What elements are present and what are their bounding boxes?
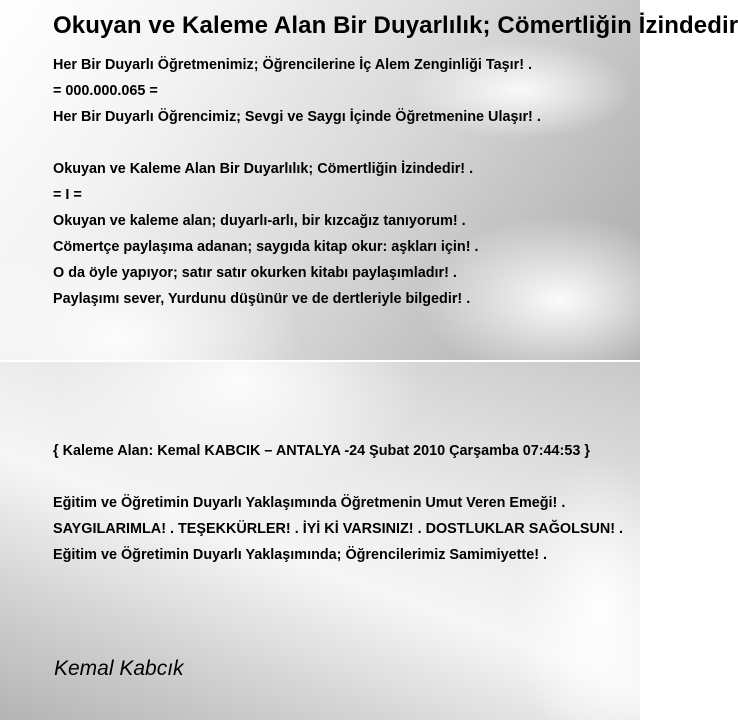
text-line: Eğitim ve Öğretimin Duyarlı Yaklaşımında; Öğrencilerimiz Samimiyette! . <box>53 547 547 563</box>
signature: Kemal Kabcık <box>54 657 184 680</box>
text-line: Okuyan ve kaleme alan; duyarlı-arlı, bir kızcağız tanıyorum! . <box>53 213 466 229</box>
text-line: Paylaşımı sever, Yurdunu düşünür ve de dertleriyle bilgedir! . <box>53 291 471 307</box>
text-line: SAYGILARIMLA! . TEŞEKKÜRLER! . İYİ Kİ VARSINIZ! . DOSTLUKLAR SAĞOLSUN! . <box>53 521 624 537</box>
text-line: O da öyle yapıyor; satır satır okurken kitabı paylaşımladır! . <box>53 265 457 281</box>
text-line: Her Bir Duyarlı Öğrencimiz; Sevgi ve Saygı İçinde Öğretmenine Ulaşır! . <box>53 109 541 125</box>
text-line: Cömertçe paylaşıma adanan; saygıda kitap okur: aşkları için! . <box>53 239 479 255</box>
bottom-panel <box>0 362 640 720</box>
author-date-line: { Kaleme Alan: Kemal KABCIK – ANTALYA -24 Şubat 2010 Çarşamba 07:44:53 } <box>53 443 590 459</box>
text-line: Eğitim ve Öğretimin Duyarlı Yaklaşımında Öğretmenin Umut Veren Emeği! . <box>53 495 566 511</box>
text-line: = I = <box>53 187 82 203</box>
text-line: Her Bir Duyarlı Öğretmenimiz; Öğrencilerine İç Alem Zenginliği Taşır! . <box>53 57 533 73</box>
text-line: = 000.000.065 = <box>53 83 158 99</box>
text-line: Okuyan ve Kaleme Alan Bir Duyarlılık; Cömertliğin İzindedir! . <box>53 161 474 177</box>
page-title: Okuyan ve Kaleme Alan Bir Duyarlılık; Cömertliğin İzindedir <box>53 12 738 39</box>
